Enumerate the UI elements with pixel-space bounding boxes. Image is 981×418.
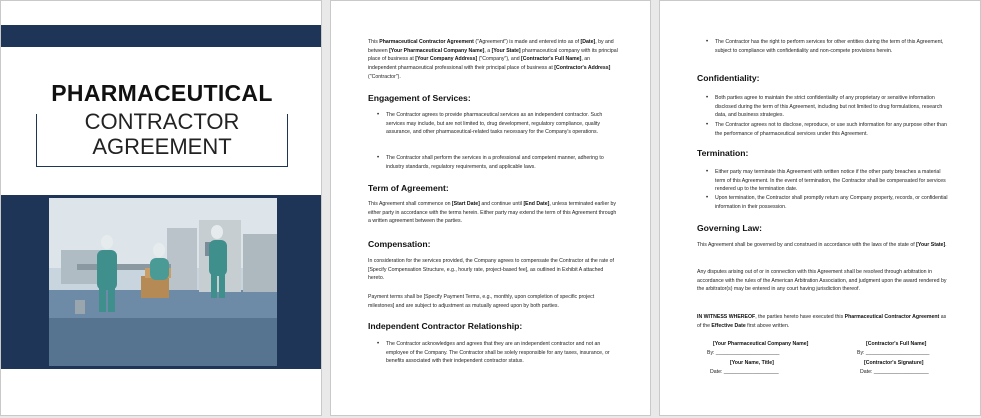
cover-top-bar [1, 25, 322, 47]
relationship-bullet-1: • The Contractor acknowledges and agrees that they are an independent contractor and not an employee of the Company. The Contractor shall be solely responsible for any taxes, insurance, or benefits associated with their independent contractor status. [386, 340, 619, 366]
cover-title-line3: AGREEMENT [92, 134, 232, 159]
compensation-heading: Compensation: [368, 239, 431, 249]
term-heading: Term of Agreement: [368, 183, 449, 193]
signature-contractor-date-line: Date: ___________________ [860, 369, 929, 375]
cover-title-line1: PHARMACEUTICAL [51, 80, 273, 106]
signature-company-signer: [Your Name, Title] [730, 360, 774, 366]
termination-bullet-1: • Either party may terminate this Agreement with written notice if the other party breaches a material term of this Agreement. In the event of termination, the Contractor shall be compensated for services rendered up to the termination date. [715, 168, 948, 194]
engagement-bullet-2: • The Contractor shall perform the services in a professional and competent manner, adhering to industry standards, regulatory requirements, and applicable laws. [386, 154, 619, 171]
compensation-paragraph-2: Payment terms shall be [Specify Payment Terms, e.g., monthly, upon completion of specific project milestones] and are subject to adjustment as mutually agreed upon by both parties. [368, 294, 595, 309]
compensation-paragraph-1: In consideration for the services provided, the Company agrees to compensate the Contractor at the rate of [Specify Compensation Structure, e.g., hourly rate, project-based fee], as outlined in Exhibit A attached hereto. [368, 258, 614, 282]
signature-company-name: [Your Pharmaceutical Company Name] [713, 341, 809, 347]
signature-contractor-signature: [Contractor's Signature] [864, 360, 924, 366]
governing-paragraph-1: This Agreement shall be governed by and construed in accordance with the laws of the state of [Your State]. [697, 242, 947, 248]
signature-contractor-by-line: By: ______________________ [857, 350, 930, 356]
termination-heading: Termination: [697, 148, 749, 158]
confidentiality-bullet-1: • Both parties agree to maintain the strict confidentiality of any proprietary or sensitive information disclosed during the term of this Agreement, including but not limited to drug formulations, research data, and business strategies. [715, 94, 948, 120]
engagement-heading: Engagement of Services: [368, 93, 471, 103]
cover-title-line2: CONTRACTOR [84, 109, 240, 134]
engagement-bullet-1: • The Contractor agrees to provide pharmaceutical services as an independent contractor. Such services may include, but are not limited to, drug development, regulatory compliance, quality assurance, and other pharmaceutical-related tasks necessary for the Company's operations. [386, 111, 619, 137]
agreement-page-1 [330, 0, 651, 416]
intro-paragraph: This Pharmaceutical Contractor Agreement ("Agreement") is made and entered into as of [Date], by and between [Your Pharmaceutical Company Name], a [Your State] pharmaceutical company with its principal place of business at [Your Company Address] ("Company"), and [Contractor's Full Name], an independent pharmaceutical professional with their principal place of business at [Contractor's Address] ("Contractor"). [368, 39, 618, 80]
witness-paragraph: IN WITNESS WHEREOF, the parties hereto have executed this Pharmaceutical Contractor Agreement as of the Effective Date first above written. [697, 314, 947, 329]
relationship-bullet-2: • The Contractor has the right to perform services for other entities during the term of this Agreement, subject to compliance with confidentiality and non-compete provisions herein. [715, 38, 948, 55]
signature-contractor-name: [Contractor's Full Name] [866, 341, 927, 347]
signature-company-by-line: By: ______________________ [707, 350, 780, 356]
term-paragraph: This Agreement shall commence on [Start Date] and continue until [End Date], unless terminated earlier by either party in accordance with the terms herein. Either party may extend the term of this Agreement through a written agreement between the parties. [368, 201, 617, 225]
relationship-heading: Independent Contractor Relationship: [368, 321, 523, 331]
governing-heading: Governing Law: [697, 223, 762, 233]
agreement-page-2 [659, 0, 981, 416]
governing-paragraph-2: Any disputes arising out of or in connection with this Agreement shall be resolved through arbitration in accordance with the rules of the American Arbitration Association, and judgment upon the award rendered by the arbitrator(s) may be entered in any court having jurisdiction thereof. [697, 269, 947, 293]
confidentiality-heading: Confidentiality: [697, 73, 760, 83]
termination-bullet-2: • Upon termination, the Contractor shall promptly return any Company property, records, or confidential information in their possession. [715, 194, 948, 211]
confidentiality-bullet-2: • The Contractor agrees not to disclose, reproduce, or use such information for any purpose other than the performance of pharmaceutical services under this Agreement. [715, 121, 948, 138]
cover-lab-photo [49, 198, 277, 366]
cover-page [0, 0, 322, 416]
signature-company-date-line: Date: ___________________ [710, 369, 779, 375]
